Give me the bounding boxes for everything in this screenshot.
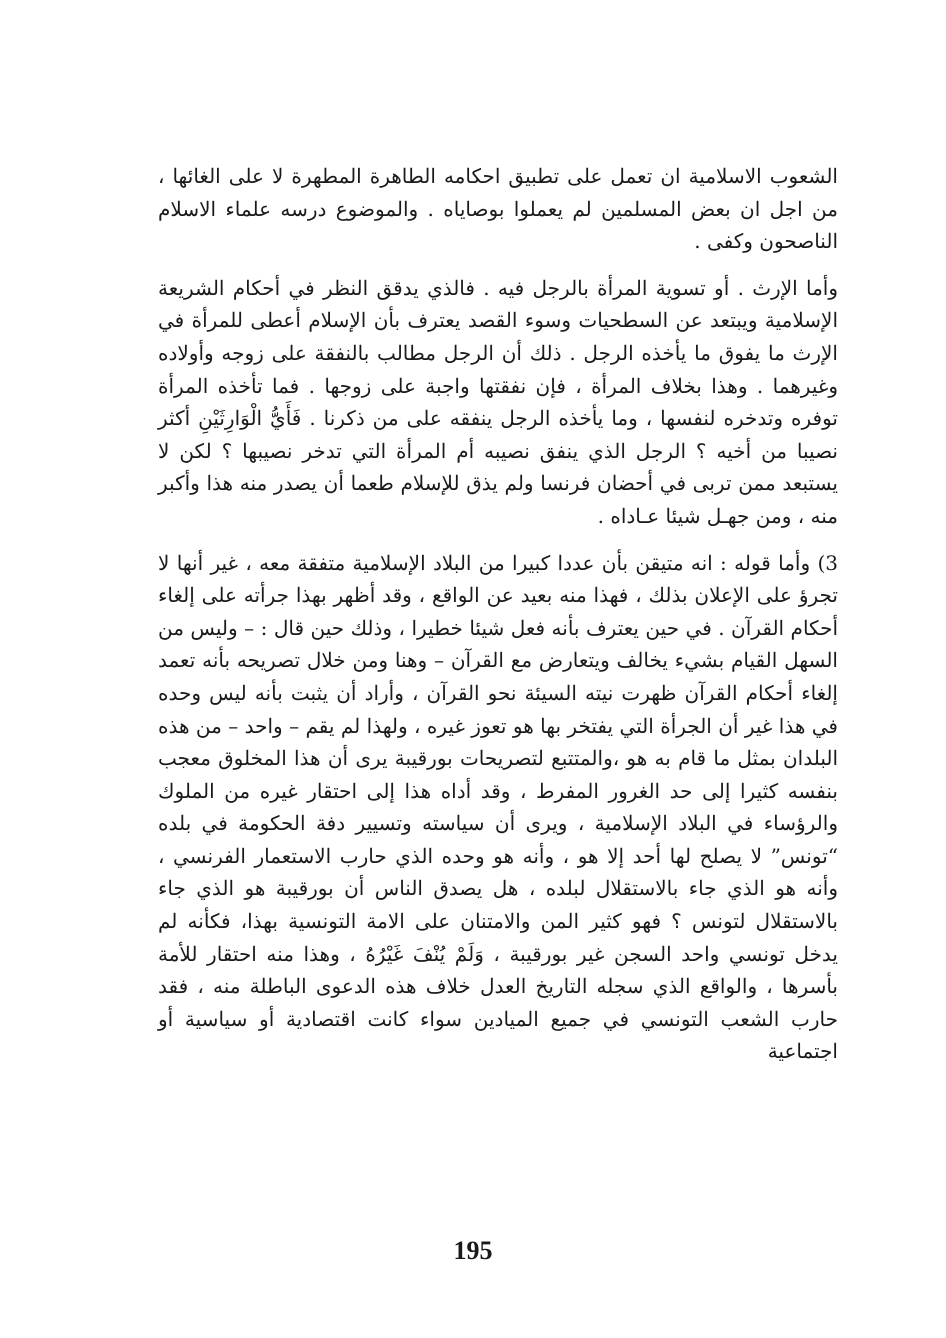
paragraph-1: الشعوب الاسلامية ان تعمل على تطبيق احكامه الطاهرة المطهرة لا على الغائها ، من اجل ان بعض المسلمين لم يعملوا بوصاياه . والموضوع درسه علماء الاسلام الناصحون وكفى . — [158, 164, 838, 254]
body-text — [158, 160, 838, 1068]
paragraph-2: وأما الإرث . أو تسوية المرأة بالرجل فيه . فالذي يدقق النظر في أحكام الشريعة الإسلامية ويبتعد عن السطحيات وسوء القصد يعترف بأن الإسلام أعطى للمرأة في الإرث ما يفوق ما يأخذه الرجل . ذلك أن الرجل مطالب بالنفقة على زوجه وأولاده وغيرهما . وهذا بخلاف المرأة ، فإن نفقتها واجبة على زوجها . فما تأخذه المرأة توفره وتدخره لنفسها ، وما يأخذه الرجل ينفقه على من ذكرنا . فَأَيُّ الْوَارِثَيْنِ أكثر نصيبا من أخيه ؟ الرجل الذي ينفق نصيبه أم المرأة التي تدخر نصيبها ؟ لكن لا يستبعد ممن تربى في أحضان فرنسا ولم يذق للإسلام طعما أن يصدر منه هذا وأكبر منه ، ومن جهـل شيئا عـاداه . — [158, 275, 838, 528]
page-number: 195 — [453, 1236, 493, 1265]
paragraph-3: 3) وأما قوله : انه متيقن بأن عددا كبيرا من البلاد الإسلامية متفقة معه ، غير أنها لا تجرؤ على الإعلان بذلك ، فهذا منه بعيد عن الواقع ، وقد أظهر بهذا جرأته على إلغاء أحكام القرآن . في حين يعترف بأنه فعل شيئا خطيرا ، وذلك حين قال : – وليس من السهل القيام بشيء يخالف ويتعارض مع القرآن – وهنا ومن خلال تصريحه بأنه تعمد إلغاء أحكام القرآن ظهرت نيته السيئة نحو القرآن ، وأراد أن يثبت بأنه ليس وحده في هذا غير أن الجرأة التي يفتخر بها هو تعوز غيره ، ولهذا لم يقم – واحد – من هذه البلدان بمثل ما قام به هو ،والمتتبع لتصريحات بورقيبة يرى أن هذا المخلوق معجب بنفسه كثيرا إلى حد الغرور المفرط ، وقد أداه هذا إلى احتقار غيره من الملوك والرؤساء في البلاد الإسلامية ، ويرى أن سياسته وتسيير دفة الحكومة في بلده “تونس” لا يصلح لها أحد إلا هو ، وأنه هو وحده الذي حارب الاستعمار الفرنسي ، وأنه هو الذي جاء بالاستقلال لبلده ، هل يصدق الناس أن بورقيبة هو الذي جاء بالاستقلال لتونس ؟ فهو كثير المن والامتنان على الامة التونسية بهذا، فكأنه لم يدخل تونسي واحد السجن غير بورقيبة ، وَلَمْ يُنْفَ غَيْرُهُ ، وهذا منه احتقار للأمة بأسرها ، والواقع الذي سجله التاريخ العدل خلاف هذه الدعوى الباطلة منه ، فقد حارب الشعب التونسي في جميع الميادين سواء كانت اقتصادية أو سياسية أو اجتماعية — [158, 550, 839, 1064]
